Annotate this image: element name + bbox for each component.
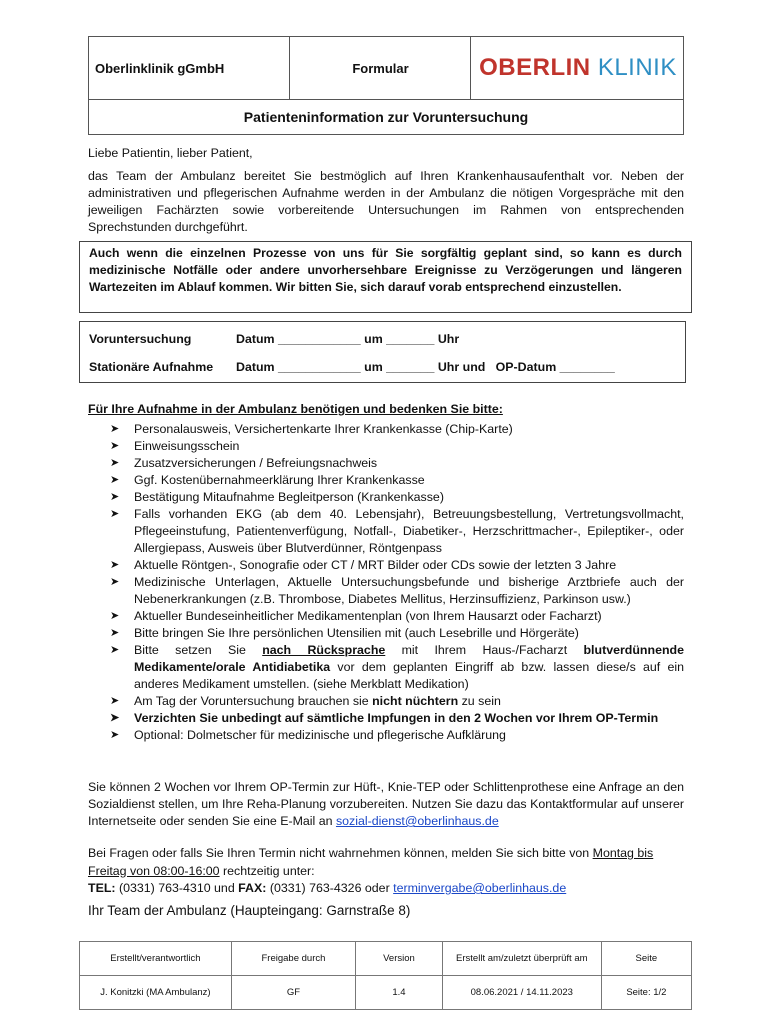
stationaere-aufnahme-date-fields[interactable]: Datum ____________ um _______ Uhr und OP-Datum ________ — [236, 360, 615, 374]
list-item: ➤ Bestätigung Mitaufnahme Begleitperson (Krankenkasse) — [110, 490, 444, 504]
greeting: Liebe Patientin, lieber Patient, — [88, 146, 253, 160]
footer-cell: Seite: 1/2 — [601, 976, 691, 1010]
social-service-email-link[interactable]: sozial-dienst@oberlinhaus.de — [335, 814, 499, 828]
logo-oberlin-text: OBERLIN — [479, 54, 591, 81]
arrow-bullet-icon: ➤ — [110, 508, 120, 520]
list-item: ➤ Optional: Dolmetscher für medizinische und pflegerische Aufklärung — [110, 728, 506, 742]
appointment-box — [79, 321, 686, 383]
form-label: Formular — [289, 37, 471, 99]
list-item: ➤ Aktueller Bundeseinheitlicher Medikamentenplan (von Ihrem Hausarzt oder Facharzt) — [110, 609, 602, 623]
logo-cell — [470, 37, 685, 99]
footer-cell: Version — [356, 942, 443, 976]
arrow-bullet-icon: ➤ — [110, 712, 120, 724]
list-item: ➤ Verzichten Sie unbedingt auf sämtliche Impfungen in den 2 Wochen vor Ihrem OP-Termin — [110, 711, 659, 725]
arrow-bullet-icon: ➤ — [110, 610, 120, 622]
intro-paragraph: das Team der Ambulanz bereitet Sie bestmöglich auf Ihren Krankenhausaufenthalt vor. Neben der administrativen und pflegerischen Aufnahme werden in der Ambulanz die nötigen Vorgespräche mit den jeweiligen Fachärzten sowie vorbereitende Untersuchungen im Rahmen von entsprechenden Sprechstunden durchgeführt. — [88, 169, 684, 234]
footer-cell: Seite — [601, 942, 691, 976]
header-row — [89, 37, 683, 100]
footer-cell: 1.4 — [356, 976, 443, 1010]
footer-cell: GF — [231, 976, 355, 1010]
arrow-bullet-icon: ➤ — [110, 576, 120, 588]
list-item: ➤ Einweisungsschein — [110, 439, 240, 453]
footer-cell: 08.06.2021 / 14.11.2023 — [442, 976, 601, 1010]
arrow-bullet-icon: ➤ — [110, 695, 120, 707]
arrow-bullet-icon: ➤ — [110, 440, 120, 452]
voruntersuchung-label: Voruntersuchung — [89, 332, 192, 346]
list-item: ➤ Falls vorhanden EKG (ab dem 40. Lebensjahr), Betreuungsbestellung, Vertretungsvollmacht, Pflegeeinstufung, Patientenverfügung, Notfall-, Diabetiker-, Herzschrittmacher-, Epileptiker-, oder Allergiepass, Ausweis über Blutverdünner, Röntgenpass — [110, 507, 684, 555]
office-hours: Montag bis Freitag von 08:00-16:00 — [88, 846, 654, 878]
document-header — [88, 36, 684, 135]
list-item: ➤ Bitte bringen Sie Ihre persönlichen Utensilien mit (auch Lesebrille und Hörgeräte) — [110, 626, 579, 640]
list-item: ➤ Zusatzversicherungen / Befreiungsnachweis — [110, 456, 378, 470]
list-item: ➤ Bitte setzen Sie nach Rücksprache mit Ihrem Haus-/Facharzt blutverdünnende Medikamente/orale Antidiabetika vor dem geplanten Eingriff ab bzw. lassen diese/s auf ein anderes Medikament umstellen. (siehe Merkblatt Medikation) — [110, 643, 684, 691]
signoff: Ihr Team der Ambulanz (Haupteingang: Garnstraße 8) — [88, 903, 411, 918]
oberlin-klinik-logo — [479, 54, 677, 82]
footer-cell: Erstellt am/zuletzt überprüft am — [442, 942, 601, 976]
arrow-bullet-icon: ➤ — [110, 729, 120, 741]
list-item: ➤ Personalausweis, Versichertenkarte Ihrer Krankenkasse (Chip-Karte) — [110, 422, 513, 436]
requirements-list — [88, 421, 684, 744]
document-footer-table — [79, 941, 692, 1010]
document-title: Patienteninformation zur Voruntersuchung — [243, 109, 529, 125]
footer-cell: Freigabe durch — [231, 942, 355, 976]
appointment-email-link[interactable]: terminvergabe@oberlinhaus.de — [393, 881, 567, 895]
list-heading: Für Ihre Aufnahme in der Ambulanz benötigen und bedenken Sie bitte: — [88, 402, 503, 416]
arrow-bullet-icon: ➤ — [110, 423, 120, 435]
arrow-bullet-icon: ➤ — [110, 644, 120, 656]
arrow-bullet-icon: ➤ — [110, 474, 120, 486]
contact-paragraph: Bei Fragen oder falls Sie Ihren Termin nicht wahrnehmen können, melden Sie sich bitte von Montag bis Freitag von 08:00-16:00 rechtzeitig unter: TEL: (0331) 763-4310 und FAX: (0331) 763-4326 oder terminvergabe@oberlinhaus.de — [88, 846, 654, 895]
footer-header-row — [80, 942, 692, 976]
voruntersuchung-date-fields[interactable]: Datum ____________ um _______ Uhr — [236, 332, 460, 346]
company-name: Oberlinklinik gGmbH — [95, 60, 225, 76]
footer-value-row — [80, 976, 692, 1010]
footer-cell: Erstellt/verantwortlich — [80, 942, 232, 976]
list-item: ➤ Aktuelle Röntgen-, Sonografie oder CT / MRT Bilder oder CDs sowie der letzten 3 Jahre — [110, 558, 617, 572]
footer-cell: J. Konitzki (MA Ambulanz) — [80, 976, 232, 1010]
list-item: ➤ Am Tag der Voruntersuchung brauchen sie nicht nüchtern zu sein — [110, 694, 501, 708]
delay-notice-box: Auch wenn die einzelnen Prozesse von uns für Sie sorgfältig geplant sind, so kann es durch medizinische Notfälle oder andere unvorhersehbare Ereignisse zu Verzögerungen und längeren Wartezeiten im Ablauf kommen. Wir bitten Sie, sich darauf vorab entsprechend einzustellen. — [79, 241, 692, 313]
logo-klinik-text: KLINIK — [597, 54, 677, 81]
arrow-bullet-icon: ➤ — [110, 627, 120, 639]
list-item: ➤ Ggf. Kostenübernahmeerklärung Ihrer Krankenkasse — [110, 473, 425, 487]
arrow-bullet-icon: ➤ — [110, 491, 120, 503]
social-service-paragraph: Sie können 2 Wochen vor Ihrem OP-Termin zur Hüft-, Knie-TEP oder Schlittenprothese eine Anfrage an den Sozialdienst stellen, um Ihre Reha-Planung vorzubereiten. Nutzen Sie dazu das Kontaktformular auf unserer Internetseite oder senden Sie eine E-Mail an sozial-dienst@oberlinhaus.de — [88, 780, 684, 828]
arrow-bullet-icon: ➤ — [110, 457, 120, 469]
list-item: ➤ Medizinische Unterlagen, Aktuelle Untersuchungsbefunde und bisherige Arztbriefe auch der Nebenerkrankungen (z.B. Thrombose, Diabetes Mellitus, Herzinsuffizienz, Parkinson usw.) — [110, 575, 684, 606]
stationaere-aufnahme-label: Stationäre Aufnahme — [89, 360, 214, 374]
arrow-bullet-icon: ➤ — [110, 559, 120, 571]
